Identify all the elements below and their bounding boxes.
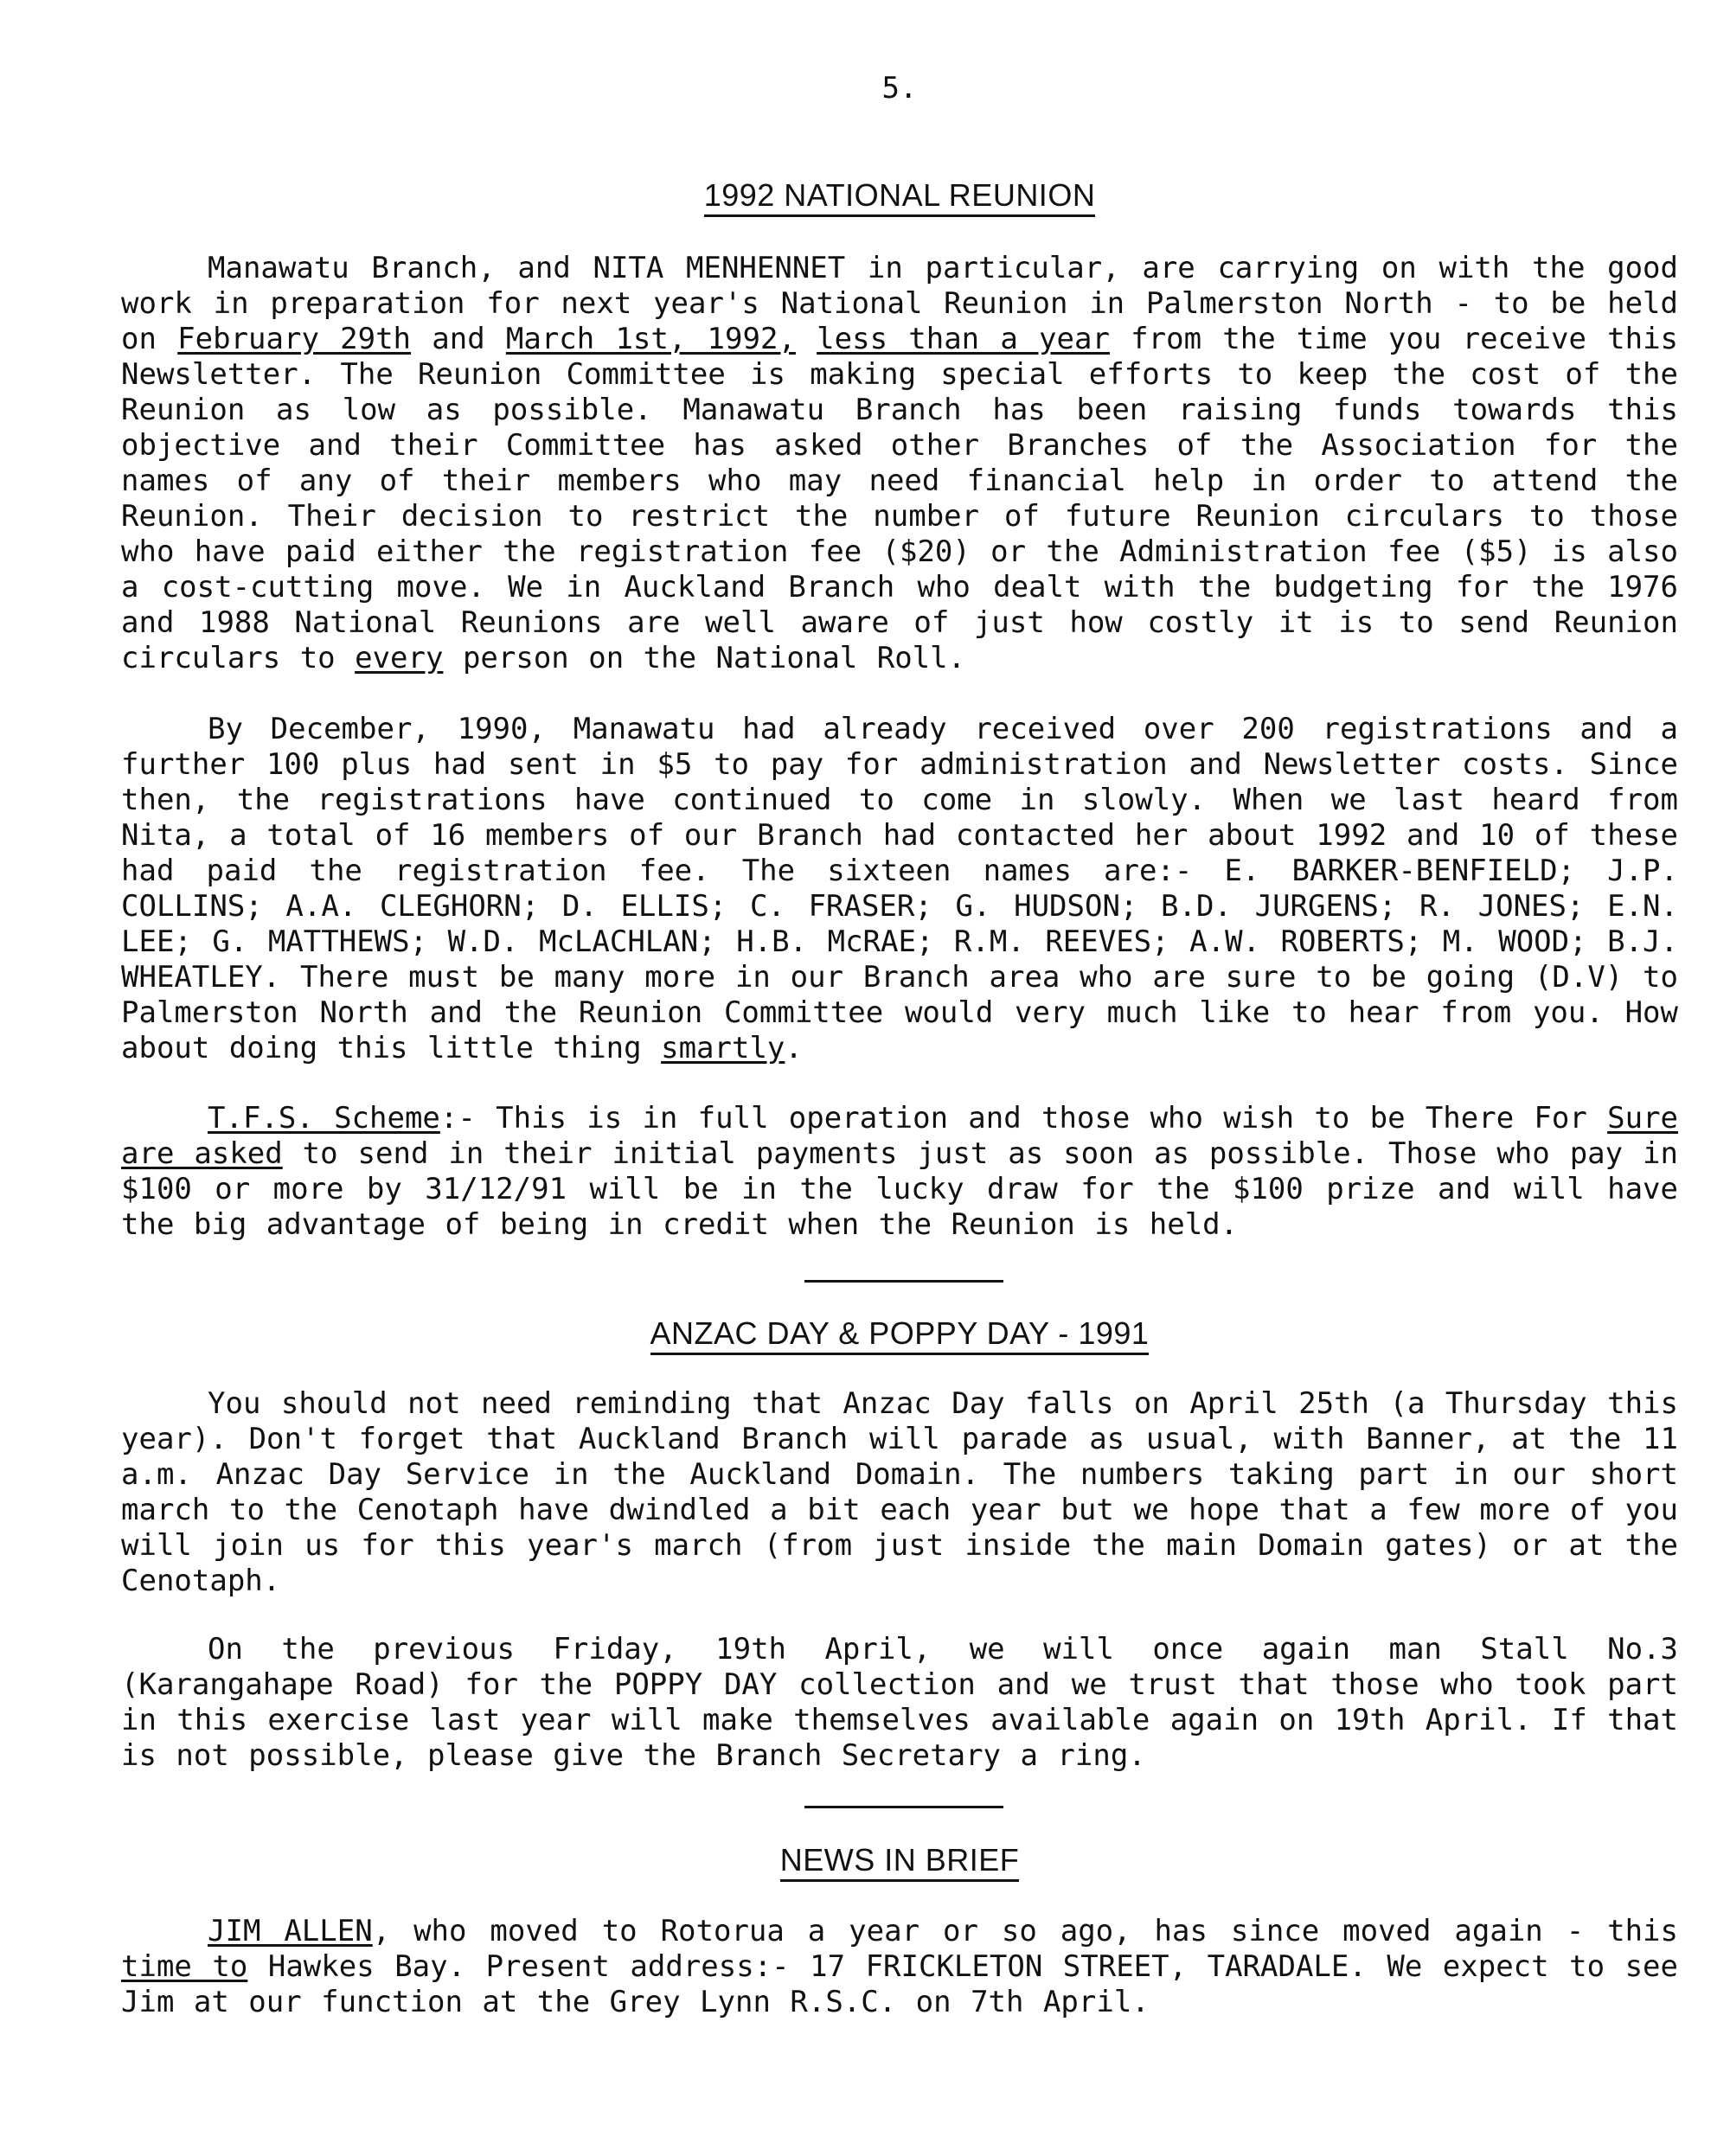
underlined-less-than-year: less than a year — [817, 322, 1110, 356]
paragraph-poppy-day: On the previous Friday, 19th April, we will once again man Stall No.3 (Karangahape Road) for the POPPY DAY collection and we trust that those who took part in this exercise last year will make themselves available again on 19th April. If that is not possible, please give the Branch Secretary a ring. — [121, 1632, 1678, 1773]
heading-anzac-poppy-day — [121, 1315, 1678, 1351]
underlined-every: every — [355, 641, 444, 675]
heading-text: ANZAC DAY & POPPY DAY - 1991 — [650, 1315, 1150, 1355]
underlined-date-mar: March 1st, 1992, — [505, 322, 796, 356]
page-number: 5. — [881, 71, 918, 106]
paragraph-reunion-intro: Manawatu Branch, and NITA MENHENNET in particular, are carrying on with the good work in preparation for next year's National Reunion in Palmerston North - to be held on February 29th and March 1st, 1992, less than a year from the time you receive this Newsletter. The Reunion Committee is making special efforts to keep the cost of the Reunion as low as possible. Manawatu Branch has been raising funds towards this objective and their Committee has asked other Branches of the Association for the names of any of their members who may need financial help in order to attend the Reunion. Their decision to restrict the number of future Reunion circulars to those who have paid either the registration fee ($20) or the Administration fee ($5) is also a cost-cutting move. We in Auckland Branch who dealt with the budgeting for the 1976 and 1988 National Reunions are well aware of just how costly it is to send Reunion circulars to every person on the National Roll. — [121, 251, 1679, 675]
underlined-sure-are-asked: Sure are asked — [121, 1101, 1679, 1171]
underlined-date-feb: February 29th — [177, 322, 412, 356]
underlined-smartly: smartly — [661, 1031, 785, 1065]
heading-news-in-brief — [121, 1842, 1678, 1878]
underlined-time-to: time to — [121, 1949, 248, 1984]
paragraph-tfs-scheme: T.F.S. Scheme:- This is in full operation and those who wish to be There For Sure are asked to send in their initial payments just as soon as possible. Those who pay in $100 or more by 31/12/91 will be in the lucky draw for the $100 prize and will have the big advantage of being in credit when the Reunion is held. — [121, 1101, 1679, 1242]
heading-text: NEWS IN BRIEF — [780, 1842, 1020, 1882]
underlined-tfs-scheme: T.F.S. Scheme — [208, 1101, 440, 1136]
heading-national-reunion — [121, 177, 1678, 213]
section-divider — [804, 1280, 1003, 1283]
heading-text: 1992 NATIONAL REUNION — [704, 177, 1096, 217]
paragraph-registrations: By December, 1990, Manawatu had already received over 200 registrations and a further 100 plus had sent in $5 to pay for administration and Newsletter costs. Since then, the registrations have continued to come in slowly. When we last heard from Nita, a total of 16 members of our Branch had contacted her about 1992 and 10 of these had paid the registration fee. The sixteen names are:- E. BARKER-BENFIELD; J.P. COLLINS; A.A. CLEGHORN; D. ELLIS; C. FRASER; G. HUDSON; B.D. JURGENS; R. JONES; E.N. LEE; G. MATTHEWS; W.D. McLACHLAN; H.B. McRAE; R.M. REEVES; A.W. ROBERTS; M. WOOD; B.J. WHEATLEY. There must be many more in our Branch area who are sure to be going (D.V) to Palmerston North and the Reunion Committee would very much like to hear from you. How about doing this little thing smartly. — [121, 712, 1678, 1065]
underlined-jim-allen: JIM ALLEN — [208, 1914, 373, 1948]
section-divider — [804, 1806, 1003, 1808]
paragraph-jim-allen: JIM ALLEN, who moved to Rotorua a year or so ago, has since moved again - this time to Hawkes Bay. Present address:- 17 FRICKLETON STREET, TARADALE. We expect to see Jim at our function at the Grey Lynn R.S.C. on 7th April. — [121, 1914, 1679, 2019]
paragraph-anzac-day: You should not need reminding that Anzac Day falls on April 25th (a Thursday this year). Don't forget that Auckland Branch will parade as usual, with Banner, at the 11 a.m. Anzac Day Service in the Auckland Domain. The numbers taking part in our short march to the Cenotaph have dwindled a bit each year but we hope that a few more of you will join us for this year's march (from just inside the main Domain gates) or at the Cenotaph. — [121, 1386, 1678, 1598]
